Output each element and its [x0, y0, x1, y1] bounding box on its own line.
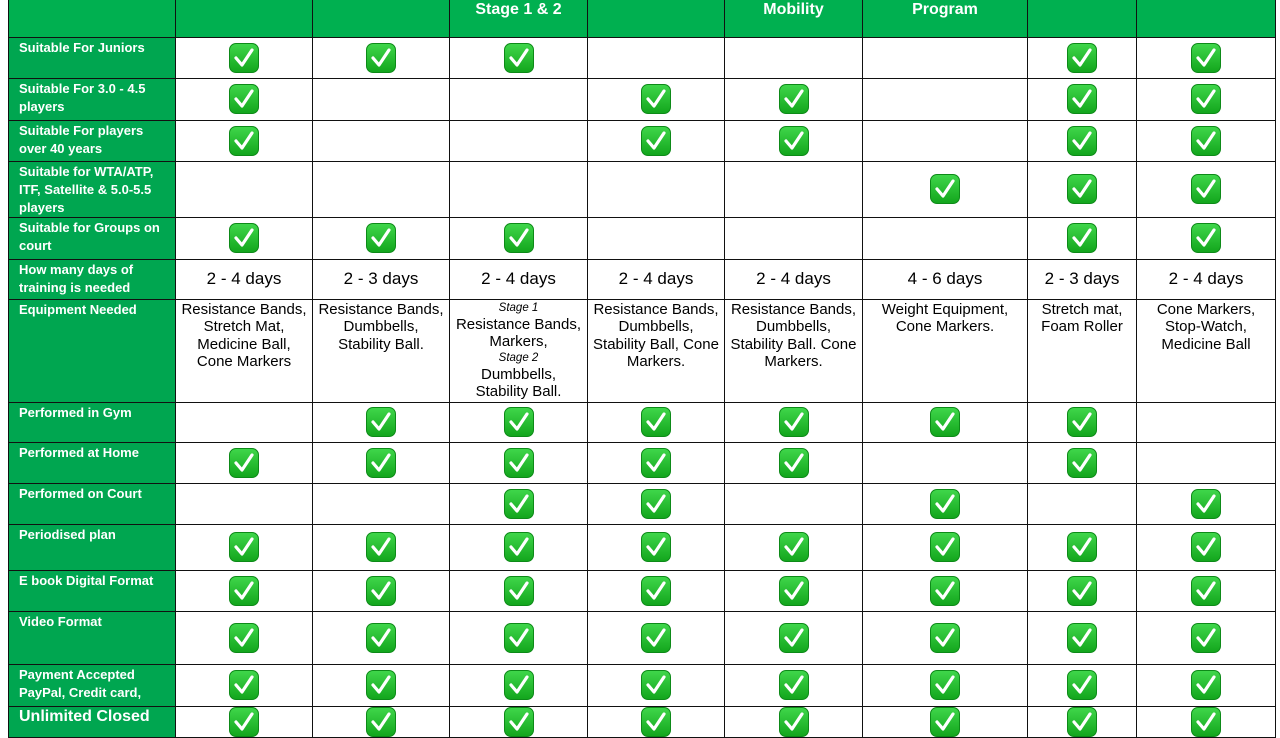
- checkmark-icon: [1191, 489, 1221, 519]
- check-cell: [588, 611, 725, 664]
- check-cell: [1028, 706, 1137, 737]
- check-cell: [1028, 524, 1137, 570]
- checkmark-icon: [1067, 670, 1097, 700]
- checkmark-icon: [1067, 707, 1097, 737]
- check-cell: [863, 524, 1028, 570]
- check-cell: [450, 120, 588, 161]
- check-cell: [313, 664, 450, 706]
- check-cell: [450, 78, 588, 120]
- checkmark-icon: [930, 707, 960, 737]
- checkmark-icon: [1191, 174, 1221, 204]
- equipment-text: Resistance Bands, Dumbbells, Stability Ball. Cone Markers.: [730, 300, 857, 370]
- check-cell: [725, 706, 863, 737]
- check-cell: [863, 161, 1028, 217]
- check-cell: [863, 611, 1028, 664]
- checkmark-icon: [1067, 448, 1097, 478]
- row-label: Periodised plan: [9, 524, 176, 570]
- check-cell: [588, 120, 725, 161]
- equipment-text: Weight Equipment, Cone Markers.: [881, 300, 1009, 335]
- checkmark-icon: [641, 84, 671, 114]
- checkmark-icon: [779, 623, 809, 653]
- check-cell: [1028, 483, 1137, 524]
- days-cell: 2 - 3 days: [313, 259, 450, 299]
- checkmark-icon: [504, 576, 534, 606]
- checkmark-icon: [1067, 576, 1097, 606]
- check-cell: [725, 570, 863, 611]
- check-cell: [588, 664, 725, 706]
- check-cell: [863, 217, 1028, 259]
- check-cell: [176, 37, 313, 78]
- check-cell: [450, 217, 588, 259]
- check-cell: [725, 78, 863, 120]
- equipment-cell: [863, 299, 1028, 402]
- column-header: [313, 0, 450, 37]
- checkmark-icon: [229, 623, 259, 653]
- check-cell: [313, 570, 450, 611]
- check-cell: [1137, 161, 1276, 217]
- checkmark-icon: [779, 707, 809, 737]
- equipment-text: Resistance Bands, Markers,: [455, 315, 582, 350]
- equipment-text: Resistance Bands, Dumbbells, Stability Ball, Cone Markers.: [593, 300, 719, 370]
- check-cell: [1028, 442, 1137, 483]
- check-cell: [450, 611, 588, 664]
- checkmark-icon: [1067, 623, 1097, 653]
- checkmark-icon: [366, 43, 396, 73]
- checkmark-icon: [366, 707, 396, 737]
- check-cell: [313, 120, 450, 161]
- checkmark-icon: [930, 532, 960, 562]
- check-cell: [1137, 524, 1276, 570]
- equipment-text: Cone Markers, Stop-Watch, Medicine Ball: [1156, 300, 1256, 353]
- checkmark-icon: [229, 576, 259, 606]
- check-cell: [1137, 120, 1276, 161]
- check-cell: [450, 442, 588, 483]
- checkmark-icon: [930, 576, 960, 606]
- check-cell: [176, 120, 313, 161]
- comparison-table: [8, 0, 1276, 738]
- row-label: Performed in Gym: [9, 402, 176, 442]
- days-cell: 2 - 4 days: [725, 259, 863, 299]
- table-row: [9, 37, 1276, 78]
- check-cell: [1028, 37, 1137, 78]
- table-row: [9, 611, 1276, 664]
- table-row: [9, 664, 1276, 706]
- check-cell: [313, 78, 450, 120]
- checkmark-icon: [229, 84, 259, 114]
- check-cell: [725, 664, 863, 706]
- days-cell: 2 - 3 days: [1028, 259, 1137, 299]
- check-cell: [588, 37, 725, 78]
- checkmark-icon: [229, 43, 259, 73]
- check-cell: [1028, 78, 1137, 120]
- check-cell: [725, 524, 863, 570]
- checkmark-icon: [1067, 223, 1097, 253]
- check-cell: [313, 161, 450, 217]
- checkmark-icon: [366, 623, 396, 653]
- check-cell: [176, 78, 313, 120]
- check-cell: [1028, 120, 1137, 161]
- checkmark-icon: [1191, 223, 1221, 253]
- check-cell: [588, 570, 725, 611]
- checkmark-icon: [641, 407, 671, 437]
- equipment-cell: [450, 299, 588, 402]
- checkmark-icon: [504, 407, 534, 437]
- row-label: Performed at Home: [9, 442, 176, 483]
- check-cell: [1028, 611, 1137, 664]
- check-cell: [588, 442, 725, 483]
- check-cell: [313, 483, 450, 524]
- checkmark-icon: [229, 223, 259, 253]
- header-row: [9, 0, 1276, 37]
- check-cell: [1137, 402, 1276, 442]
- check-cell: [1028, 161, 1137, 217]
- check-cell: [176, 524, 313, 570]
- checkmark-icon: [641, 576, 671, 606]
- checkmark-icon: [779, 532, 809, 562]
- row-label: E book Digital Format: [9, 570, 176, 611]
- checkmark-icon: [366, 532, 396, 562]
- check-cell: [863, 78, 1028, 120]
- checkmark-icon: [504, 670, 534, 700]
- check-cell: [450, 483, 588, 524]
- stage-label: Stage 2: [498, 351, 539, 364]
- checkmark-icon: [229, 532, 259, 562]
- check-cell: [1137, 37, 1276, 78]
- check-cell: [176, 664, 313, 706]
- checkmark-icon: [1191, 707, 1221, 737]
- table-row: [9, 161, 1276, 217]
- checkmark-icon: [504, 43, 534, 73]
- check-cell: [1028, 570, 1137, 611]
- table-row: [9, 402, 1276, 442]
- checkmark-icon: [641, 448, 671, 478]
- row-label: Suitable for Groups on court: [9, 217, 176, 259]
- checkmark-icon: [366, 448, 396, 478]
- checkmark-icon: [641, 126, 671, 156]
- checkmark-icon: [366, 223, 396, 253]
- check-cell: [1028, 664, 1137, 706]
- checkmark-icon: [1067, 407, 1097, 437]
- check-cell: [313, 402, 450, 442]
- check-cell: [176, 570, 313, 611]
- checkmark-icon: [1067, 43, 1097, 73]
- days-cell: 4 - 6 days: [863, 259, 1028, 299]
- days-cell: 2 - 4 days: [588, 259, 725, 299]
- check-cell: [588, 706, 725, 737]
- check-cell: [725, 120, 863, 161]
- check-cell: [1137, 78, 1276, 120]
- checkmark-icon: [504, 623, 534, 653]
- column-header: [588, 0, 725, 37]
- check-cell: [588, 402, 725, 442]
- check-cell: [863, 120, 1028, 161]
- row-label: Payment Accepted PayPal, Credit card,: [9, 664, 176, 706]
- check-cell: [450, 402, 588, 442]
- check-cell: [588, 78, 725, 120]
- check-cell: [588, 161, 725, 217]
- checkmark-icon: [1191, 623, 1221, 653]
- equipment-text: Resistance Bands, Dumbbells, Stability Ball.: [318, 300, 444, 353]
- checkmark-icon: [930, 623, 960, 653]
- column-header: [1137, 0, 1276, 37]
- days-cell: 2 - 4 days: [1137, 259, 1276, 299]
- check-cell: [725, 161, 863, 217]
- check-cell: [863, 402, 1028, 442]
- check-cell: [176, 611, 313, 664]
- row-label: How many days of training is needed: [9, 259, 176, 299]
- equipment-text: Stretch mat, Foam Roller: [1041, 300, 1123, 335]
- checkmark-icon: [366, 407, 396, 437]
- table-row: [9, 78, 1276, 120]
- days-cell: 2 - 4 days: [450, 259, 588, 299]
- row-label: Video Format: [9, 611, 176, 664]
- check-cell: [1137, 217, 1276, 259]
- header-corner: [9, 0, 176, 37]
- checkmark-icon: [1067, 84, 1097, 114]
- check-cell: [450, 664, 588, 706]
- check-cell: [725, 402, 863, 442]
- checkmark-icon: [504, 448, 534, 478]
- equipment-cell: [725, 299, 863, 402]
- checkmark-icon: [1067, 126, 1097, 156]
- table-row: [9, 442, 1276, 483]
- checkmark-icon: [641, 670, 671, 700]
- check-cell: [313, 217, 450, 259]
- check-cell: [725, 483, 863, 524]
- checkmark-icon: [779, 448, 809, 478]
- check-cell: [863, 483, 1028, 524]
- check-cell: [1137, 611, 1276, 664]
- check-cell: [725, 217, 863, 259]
- check-cell: [1137, 706, 1276, 737]
- checkmark-icon: [641, 532, 671, 562]
- checkmark-icon: [641, 707, 671, 737]
- check-cell: [450, 161, 588, 217]
- check-cell: [176, 706, 313, 737]
- check-cell: [1137, 442, 1276, 483]
- checkmark-icon: [1191, 126, 1221, 156]
- checkmark-icon: [779, 670, 809, 700]
- check-cell: [588, 217, 725, 259]
- check-cell: [863, 706, 1028, 737]
- equipment-cell: [588, 299, 725, 402]
- checkmark-icon: [779, 407, 809, 437]
- equipment-text: Resistance Bands, Stretch Mat, Medicine Ball, Cone Markers: [181, 300, 307, 370]
- check-cell: [725, 37, 863, 78]
- check-cell: [1137, 664, 1276, 706]
- checkmark-icon: [504, 489, 534, 519]
- checkmark-icon: [229, 448, 259, 478]
- checkmark-icon: [779, 84, 809, 114]
- check-cell: [725, 611, 863, 664]
- check-cell: [176, 161, 313, 217]
- check-cell: [1137, 483, 1276, 524]
- check-cell: [863, 570, 1028, 611]
- row-label: Suitable For players over 40 years: [9, 120, 176, 161]
- check-cell: [1028, 402, 1137, 442]
- column-header: Program: [863, 0, 1028, 37]
- check-cell: [450, 706, 588, 737]
- equipment-text: Dumbbells, Stability Ball.: [475, 365, 562, 400]
- checkmark-icon: [779, 576, 809, 606]
- checkmark-icon: [930, 174, 960, 204]
- check-cell: [313, 706, 450, 737]
- checkmark-icon: [1191, 576, 1221, 606]
- check-cell: [863, 37, 1028, 78]
- row-label: Unlimited Closed: [9, 706, 176, 737]
- checkmark-icon: [930, 407, 960, 437]
- check-cell: [176, 442, 313, 483]
- equipment-cell: [313, 299, 450, 402]
- check-cell: [588, 483, 725, 524]
- checkmark-icon: [366, 670, 396, 700]
- checkmark-icon: [229, 707, 259, 737]
- row-label: Suitable For 3.0 - 4.5 players: [9, 78, 176, 120]
- checkmark-icon: [504, 707, 534, 737]
- table-row: [9, 120, 1276, 161]
- checkmark-icon: [229, 126, 259, 156]
- check-cell: [450, 524, 588, 570]
- checkmark-icon: [641, 489, 671, 519]
- row-label: Equipment Needed: [9, 299, 176, 402]
- checkmark-icon: [930, 489, 960, 519]
- column-header: [1028, 0, 1137, 37]
- checkmark-icon: [1191, 84, 1221, 114]
- days-cell: 2 - 4 days: [176, 259, 313, 299]
- checkmark-icon: [1067, 532, 1097, 562]
- check-cell: [450, 570, 588, 611]
- checkmark-icon: [504, 532, 534, 562]
- row-label: Suitable for WTA/ATP, ITF, Satellite & 5.0-5.5 players: [9, 161, 176, 217]
- checkmark-icon: [1191, 43, 1221, 73]
- check-cell: [176, 483, 313, 524]
- check-cell: [313, 611, 450, 664]
- equipment-cell: [1137, 299, 1276, 402]
- checkmark-icon: [1191, 532, 1221, 562]
- check-cell: [176, 217, 313, 259]
- table-row: [9, 524, 1276, 570]
- row-label: Suitable For Juniors: [9, 37, 176, 78]
- column-header: [176, 0, 313, 37]
- check-cell: [1137, 570, 1276, 611]
- check-cell: [1028, 217, 1137, 259]
- check-cell: [313, 37, 450, 78]
- check-cell: [863, 442, 1028, 483]
- table-row: [9, 259, 1276, 299]
- table-row: [9, 483, 1276, 524]
- column-header: Mobility: [725, 0, 863, 37]
- check-cell: [313, 524, 450, 570]
- check-cell: [313, 442, 450, 483]
- table-row: [9, 706, 1276, 737]
- equipment-cell: [1028, 299, 1137, 402]
- checkmark-icon: [366, 576, 396, 606]
- check-cell: [588, 524, 725, 570]
- table-row: [9, 299, 1276, 402]
- table-row: [9, 217, 1276, 259]
- checkmark-icon: [229, 670, 259, 700]
- checkmark-icon: [641, 623, 671, 653]
- table-row: [9, 570, 1276, 611]
- checkmark-icon: [779, 126, 809, 156]
- checkmark-icon: [930, 670, 960, 700]
- check-cell: [863, 664, 1028, 706]
- column-header: Stage 1 & 2: [450, 0, 588, 37]
- row-label: Performed on Court: [9, 483, 176, 524]
- check-cell: [725, 442, 863, 483]
- check-cell: [450, 37, 588, 78]
- checkmark-icon: [504, 223, 534, 253]
- equipment-cell: [176, 299, 313, 402]
- checkmark-icon: [1191, 670, 1221, 700]
- check-cell: [176, 402, 313, 442]
- stage-label: Stage 1: [498, 301, 539, 314]
- checkmark-icon: [1067, 174, 1097, 204]
